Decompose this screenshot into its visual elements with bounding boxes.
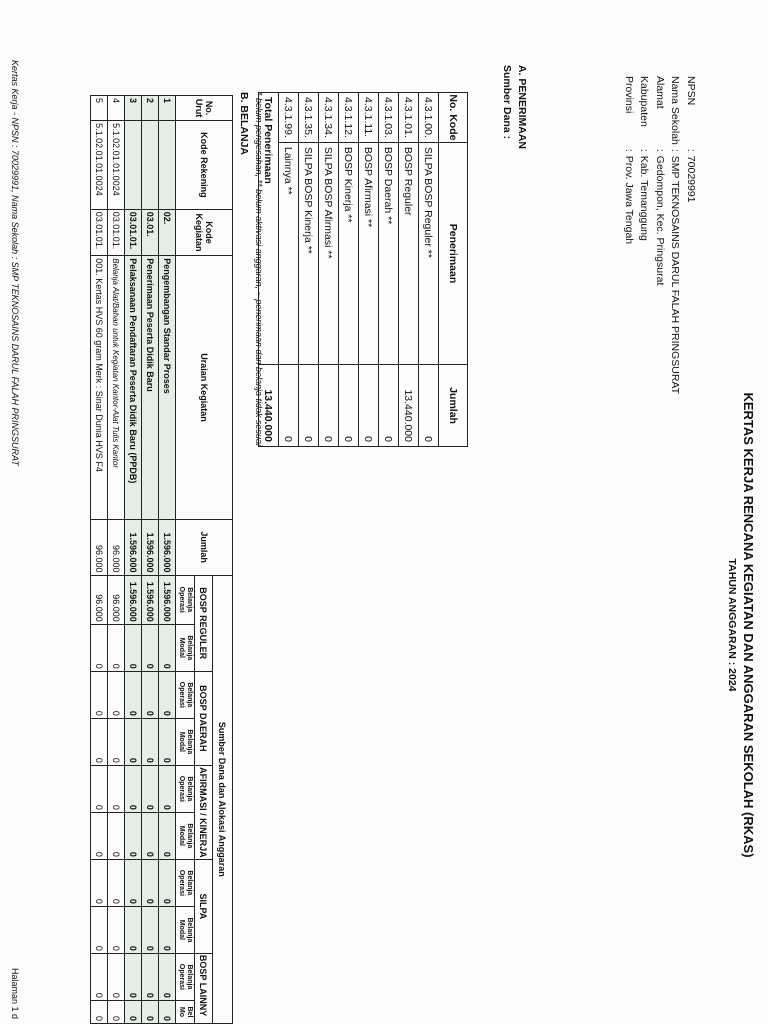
info-separator: : [685, 148, 697, 152]
penerimaan-name: SILPA BOSP Kinerja ** [299, 142, 319, 364]
belanja-allocation-value: 0 [142, 812, 159, 859]
belanja-allocation-value: 0 [91, 624, 108, 671]
penerimaan-row [299, 93, 319, 447]
belanja-allocation-value: 0 [91, 812, 108, 859]
belanja-uraian: Pengembangan Standar Proses [159, 256, 176, 520]
belanja-allocation-value: 0 [125, 906, 142, 953]
belanja-row [91, 96, 108, 1024]
penerimaan-name: SILPA BOSP Afirmasi ** [319, 142, 339, 364]
penerimaan-row [359, 93, 379, 447]
info-label: NPSN [685, 76, 697, 106]
belanja-allocation-value: 0 [108, 624, 125, 671]
belanja-allocation-value: 0 [108, 812, 125, 859]
belanja-allocation-value: 0 [108, 1000, 125, 1023]
penerimaan-amount: 0 [299, 365, 319, 447]
belanja-allocation-value: 0 [91, 906, 108, 953]
col-header-penerimaan: Penerimaan [439, 142, 468, 364]
info-row [683, 76, 699, 398]
col-header-no-urut: No. Urut [176, 96, 233, 121]
col-header-code: No. Kode [439, 93, 468, 143]
belanja-allocation-value: 0 [125, 812, 142, 859]
info-row [667, 76, 683, 398]
info-value: 70029991 [685, 155, 697, 203]
belanja-allocation-value: 0 [125, 953, 142, 1000]
subheader-belanja-operasi: Belanja Operasi [176, 671, 195, 718]
belanja-kode-kegiatan: 03.01.01. [91, 209, 108, 256]
subheader-belanja-modal: Belanja Modal [176, 624, 195, 671]
penerimaan-row [279, 93, 299, 447]
belanja-allocation-value: 0 [91, 1000, 108, 1023]
belanja-allocation-value: 0 [159, 1000, 176, 1023]
belanja-allocation-value: 0 [108, 906, 125, 953]
belanja-allocation-value: 0 [108, 859, 125, 906]
group-header-bosp-daerah: BOSP DAERAH [195, 671, 213, 765]
info-label: Nama Sekolah [669, 76, 682, 145]
belanja-no: 2 [142, 96, 159, 121]
belanja-allocation-value: 0 [108, 671, 125, 718]
belanja-kode-rekening [159, 121, 176, 210]
penerimaan-amount: 0 [279, 365, 299, 447]
belanja-jumlah: 96.000 [108, 519, 125, 575]
subheader-belanja-modal: Belanja Modal [176, 906, 195, 953]
subheader-belanja-modal: Bel Mo [176, 1000, 195, 1023]
belanja-kode-rekening: 5.1.02.01.01.0024 [91, 121, 108, 210]
school-info [621, 76, 699, 398]
info-value: Gedompon, Kec. Pringsurat [654, 155, 666, 286]
belanja-allocation-value: 0 [91, 765, 108, 812]
penerimaan-amount: 0 [339, 365, 359, 447]
belanja-uraian: Pelaksanaan Pendaftaran Peserta Didik Baru (PPDB) [125, 256, 142, 520]
total-penerimaan-value: 13.440.000 [259, 365, 279, 447]
belanja-row [108, 96, 125, 1024]
penerimaan-code: 4.3.1.03. [379, 93, 399, 143]
info-value: Prov. Jawa Tengah [623, 155, 635, 245]
penerimaan-row [319, 93, 339, 447]
belanja-allocation-value: 0 [159, 718, 176, 765]
info-value: Kab. Temanggung [638, 155, 651, 241]
penerimaan-name: Lainnya ** [279, 142, 299, 364]
subheader-belanja-operasi: Belanja Operasi [176, 953, 195, 1000]
penerimaan-name: BOSP Daerah ** [379, 142, 399, 364]
belanja-no: 4 [108, 96, 125, 121]
document-subtitle: TAHUN ANGGARAN : 2024 [726, 558, 738, 692]
belanja-allocation-value: 96.000 [108, 575, 125, 624]
col-header-kode-rekening: Kode Rekening [176, 121, 233, 210]
belanja-kode-rekening: 5.1.02.01.01.0024 [108, 121, 125, 210]
belanja-kode-kegiatan: 03.01.01. [108, 209, 125, 256]
belanja-allocation-value: 0 [125, 671, 142, 718]
belanja-allocation-value: 0 [142, 953, 159, 1000]
penerimaan-code: 4.3.1.00. [419, 93, 439, 143]
belanja-jumlah: 1.596.000 [159, 519, 176, 575]
total-penerimaan-label: Total Penerimaan [259, 93, 279, 365]
belanja-allocation-value: 0 [125, 765, 142, 812]
belanja-allocation-value: 96.000 [91, 575, 108, 624]
group-header-bosp-reguler: BOSP REGULER [195, 575, 213, 671]
belanja-no: 3 [125, 96, 142, 121]
penerimaan-code: 4.3.1.01. [399, 93, 419, 143]
belanja-allocation-value: 0 [108, 718, 125, 765]
info-label: Kabupaten [638, 76, 651, 127]
belanja-allocation-value: 0 [159, 906, 176, 953]
belanja-allocation-value: 0 [125, 1000, 142, 1023]
penerimaan-row [419, 93, 439, 447]
info-row [636, 76, 652, 398]
col-header-uraian-kegiatan: Uraian Kegiatan [176, 256, 233, 520]
belanja-allocation-value: 0 [142, 718, 159, 765]
belanja-uraian: Belanja Alat/Bahan untuk Kegiatan Kantor-Alat Tulis Kantor [108, 256, 125, 520]
belanja-row [159, 96, 176, 1024]
group-header-silpa: SILPA [195, 859, 213, 953]
info-label: Provinsi [623, 76, 635, 114]
page-footer: Kertas Kerja - NPSN : 70029991, Nama Sekolah : SMP TEKNOSAINS DARUL FALAH PRINGSURAT [10, 60, 20, 466]
penerimaan-amount: 0 [359, 365, 379, 447]
belanja-allocation-value: 0 [159, 671, 176, 718]
belanja-allocation-value: 0 [159, 812, 176, 859]
info-row [652, 76, 668, 398]
belanja-allocation-value: 0 [159, 859, 176, 906]
belanja-allocation-value: 0 [91, 718, 108, 765]
belanja-no: 5 [91, 96, 108, 121]
col-header-kode-kegiatan: Kode Kegiatan [176, 209, 233, 256]
penerimaan-table [258, 92, 468, 447]
belanja-allocation-value: 0 [159, 624, 176, 671]
penerimaan-name: BOSP Afirmasi ** [359, 142, 379, 364]
belanja-jumlah: 1.596.000 [125, 519, 142, 575]
belanja-uraian: 001. Kertas HVS 60 gram Merk : Sinar Dunia HVS F4 [91, 256, 108, 520]
info-separator: : [623, 148, 635, 152]
penerimaan-amount: 0 [419, 365, 439, 447]
belanja-allocation-value: 0 [142, 906, 159, 953]
belanja-kode-kegiatan: 02. [159, 209, 176, 256]
info-label: Alamat [654, 76, 666, 109]
belanja-allocation-value: 0 [142, 1000, 159, 1023]
belanja-table [90, 95, 233, 1024]
info-separator: : [654, 148, 666, 152]
belanja-allocation-value: 1.596.000 [159, 575, 176, 624]
section-belanja-heading: B. BELANJA [238, 92, 250, 156]
subheader-belanja-modal: Belanja Modal [176, 718, 195, 765]
section-penerimaan-heading: A. PENERIMAAN [516, 65, 528, 150]
belanja-kode-kegiatan: 03.01.01. [125, 209, 142, 256]
footnote: * belum pengesahan, ** belum aktivasi anggaran, ~ penerimaan dan belanja tidak sesuai [254, 92, 264, 446]
belanja-row [142, 96, 159, 1024]
belanja-allocation-value: 0 [159, 765, 176, 812]
penerimaan-amount: 0 [379, 365, 399, 447]
belanja-uraian: Penerimaan Peserta Didik Baru [142, 256, 159, 520]
belanja-allocation-value: 0 [142, 671, 159, 718]
belanja-allocation-value: 1.596.000 [125, 575, 142, 624]
belanja-allocation-value: 0 [91, 953, 108, 1000]
belanja-allocation-value: 0 [91, 859, 108, 906]
page-number: Halaman 1 d [10, 968, 20, 1020]
penerimaan-amount: 13.440.000 [399, 365, 419, 447]
penerimaan-name: BOSP Kinerja ** [339, 142, 359, 364]
belanja-jumlah: 1.596.000 [142, 519, 159, 575]
col-header-jumlah: Jumlah [176, 519, 233, 575]
info-separator: : [638, 148, 651, 152]
belanja-allocation-value: 0 [159, 953, 176, 1000]
group-header-bosp-lainnya: BOSP LAINNY [195, 953, 213, 1023]
belanja-allocation-value: 0 [142, 859, 159, 906]
subheader-belanja-operasi: Belanja Operasi [176, 575, 195, 624]
belanja-kode-rekening [142, 121, 159, 210]
belanja-allocation-value: 0 [142, 765, 159, 812]
document-title: KERTAS KERJA RENCANA KEGIATAN DAN ANGGARAN SEKOLAH (RKAS) [741, 392, 756, 858]
belanja-allocation-value: 0 [125, 859, 142, 906]
penerimaan-code: 4.3.1.34. [319, 93, 339, 143]
col-header-jumlah: Jumlah [439, 365, 468, 447]
subheader-belanja-modal: Belanja Modal [176, 812, 195, 859]
penerimaan-row [339, 93, 359, 447]
belanja-allocation-value: 0 [142, 624, 159, 671]
penerimaan-code: 4.3.1.99. [279, 93, 299, 143]
belanja-row [125, 96, 142, 1024]
belanja-allocation-value: 0 [91, 671, 108, 718]
belanja-allocation-value: 1.596.000 [142, 575, 159, 624]
belanja-no: 1 [159, 96, 176, 121]
subheader-belanja-operasi: Belanja Operasi [176, 765, 195, 812]
penerimaan-code: 4.3.1.11. [359, 93, 379, 143]
info-separator: : [669, 148, 682, 152]
col-header-sumber-dana: Sumber Dana dan Alokasi Anggaran [213, 575, 233, 1023]
info-value: SMP TEKNOSAINS DARUL FALAH PRINGSURAT [669, 155, 682, 395]
penerimaan-code: 4.3.1.12. [339, 93, 359, 143]
source-of-funds-label: Sumber Dana : [501, 65, 513, 140]
penerimaan-code: 4.3.1.35. [299, 93, 319, 143]
subheader-belanja-operasi: Belanja Operasi [176, 859, 195, 906]
belanja-allocation-value: 0 [108, 953, 125, 1000]
belanja-kode-kegiatan: 03.01. [142, 209, 159, 256]
belanja-kode-rekening [125, 121, 142, 210]
belanja-allocation-value: 0 [125, 718, 142, 765]
belanja-allocation-value: 0 [108, 765, 125, 812]
info-row [621, 76, 637, 398]
penerimaan-name: SILPA BOSP Reguler ** [419, 142, 439, 364]
penerimaan-amount: 0 [319, 365, 339, 447]
penerimaan-row [379, 93, 399, 447]
belanja-allocation-value: 0 [125, 624, 142, 671]
belanja-jumlah: 96.000 [91, 519, 108, 575]
group-header-afirmasi-kinerja: AFIRMASI / KINERJA [195, 765, 213, 859]
penerimaan-row [399, 93, 419, 447]
penerimaan-name: BOSP Reguler [399, 142, 419, 364]
